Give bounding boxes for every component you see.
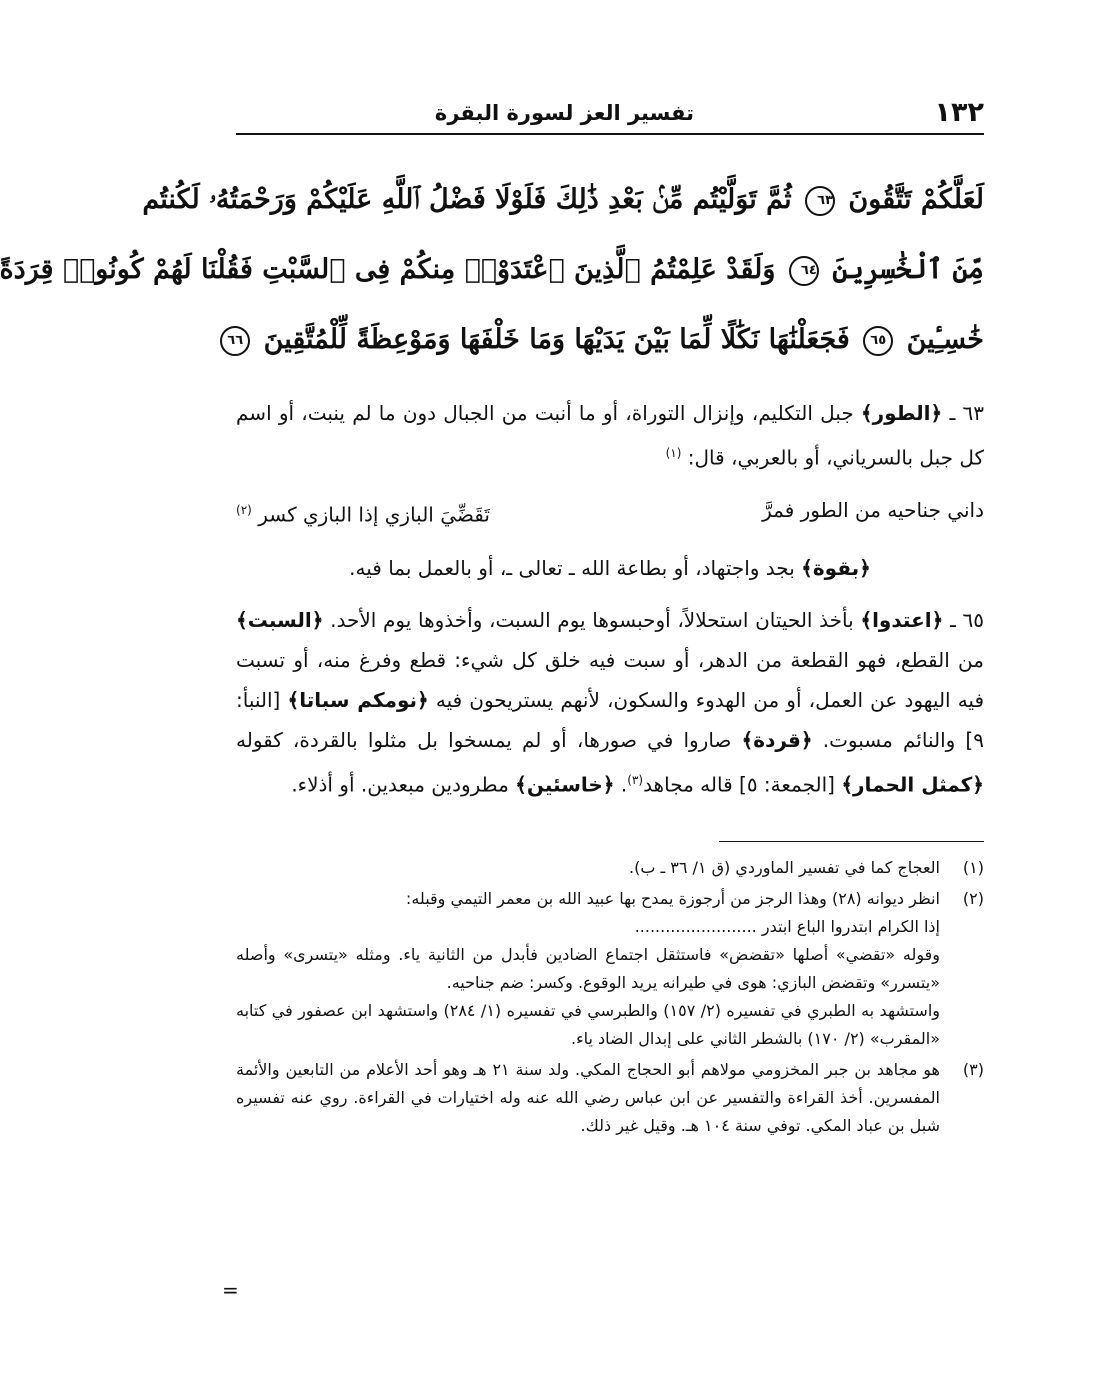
page-header [236,95,984,135]
footnote [236,854,984,882]
footnote-ref[interactable]: (٢) [236,502,252,517]
footnote-ref[interactable]: (١) [665,446,682,460]
book-page [0,95,985,1143]
ayah-number-marker: ٦٥ [863,326,893,356]
quran-keyword: ﴿السبت﴾ [236,608,324,633]
footnote [236,1056,984,1140]
quran-keyword: ﴿قردة﴾ [741,728,813,753]
footnote-ref[interactable]: (٣) [627,773,644,788]
footnote-text: واستشهد به الطبري في تفسيره (٢/ ١٥٧) والطبرسي في تفسيره (١/ ٢٨٤) واستشهد ابن عصفور في كتابه «المقرب» (٢/ ١٧٠) بالشطر الثاني على إبدال الضاد ياء. [236,1000,941,1048]
quran-verses [0,165,984,375]
footnotes [236,854,984,1140]
footnote-number: (١) [962,857,984,877]
ayah-number-marker: ٦٦ [220,326,250,356]
footnote-text: هو مجاهد بن جبر المخزومي مولاهم أبو الحجاج المكي. ولد سنة ٢١ هـ وهو أحد الأعلام من التابعين والأئمة المفسرين. أخذ القراءة والتفسير عن ابن عباس رضي الله عنه وله اختيارات في القراءة. روي عنه تفسيره شبل بن عباد المكي. توفي سنة ١٠٤ هـ. وقيل غير ذلك. [236,1059,940,1135]
footnote-number: (٣) [962,1059,984,1079]
footnote-text: العجاج كما في تفسير الماوردي (ق ١/ ٣٦ ـ ب). [628,857,940,877]
page-number: ١٣٢ [934,97,984,128]
footnote-separator [719,841,984,842]
quran-keyword: ﴿نومكم سباتا﴾ [287,688,429,713]
ayah-number-marker: ٦٤ [789,256,819,286]
verse-line: خَٰسِـِٔينَ ٦٥ فَجَعَلْنَٰهَا نَكَٰلًا لِّمَا بَيْنَ يَدَيْهَا وَمَا خَلْفَهَا وَمَوْعِظَةً لِّلْمُتَّقِينَ ٦٦ [236,305,984,375]
commentary-paragraph: ﴿بقوة﴾ بجد واجتهاد، أو بطاعة الله ـ تعالى ـ، أو بالعمل بما فيه. [349,556,871,581]
footnote-text: وقوله «تقضي» أصلها «تقضض» فاستثقل اجتماع الضادين فأبدل من الثانية ياء. ومثله «يتسرى» وأصله «يتسرر» وتقضض البازي: هوى في طيرانه يريد الوقوع. وكسر: ضم جناحيه. [236,944,940,992]
poem-verse [236,490,984,535]
quran-keyword: ﴿اعتدوا﴾ [860,608,944,633]
commentary [236,393,984,805]
footnote-number: (٢) [962,888,984,908]
footnote [236,885,984,1053]
quran-keyword: ﴿كمثل الحمار﴾ [841,772,984,797]
commentary-paragraph: ٦٣ ـ ﴿الطور﴾ جبل التكليم، وإنزال التوراة، أو ما أنبت من الجبال دون ما لم ينبت، أو اسم كل جبل بالسرياني، أو بالعربي، قال: $^{(١)}$ [236,401,985,470]
quran-keyword: ﴿بقوة﴾ [801,556,871,581]
poem-hemistich-right: داني جناحيه من الطور فمرَّ [762,497,984,522]
running-title: تفسير العز لسورة البقرة [434,101,694,125]
footnote-poem: إذا الكرام ابتدروا الباع ابتدر ........................ [634,916,940,936]
verse-line: لَعَلَّكُمْ تَتَّقُونَ ٦٣ ثُمَّ تَوَلَّيْتُم مِّنۢ بَعْدِ ذَٰلِكَ فَلَوْلَا فَضْلُ ٱللَّهِ عَلَيْكُمْ وَرَحْمَتُهُۥ لَكُنتُم [142,184,984,215]
ayah-number-marker: ٦٣ [805,186,835,216]
continued-mark: = [222,1278,239,1302]
footnote-text: انظر ديوانه (٢٨) وهذا الرجز من أرجوزة يمدح بها عبيد الله بن معمر التيمي وقبله: [405,888,940,908]
commentary-paragraph: ٦٥ ـ ﴿اعتدوا﴾ بأخذ الحيتان استحلالاً، أوحبسوها يوم السبت، وأخذوها يوم الأحد. ﴿السبت﴾ من القطع، فهو القطعة من الدهر، أو سبت فيه خلق كل شيء: قطع وفرغ منه، أو تسبت فيه اليهود عن العمل، أو من الهدوء والسكون، لأنهم يستريحون فيه ﴿نومكم سباتا﴾ [النبأ: ٩] والنائم مسبوت. ﴿قردة﴾ صاروا في صورها، أو لم يمسخوا بل مثلوا بالقردة، كقوله ﴿كمثل الحمار﴾ [الجمعة: ٥] قاله مجاهد$^{(٣)}$. ﴿خاسئين﴾ مطرودين مبعدين. أو أذلاء. [236,608,985,797]
verse-line: مِّنَ ٱلْخَٰسِرِينَ ٦٤ وَلَقَدْ عَلِمْتُمُ ٱلَّذِينَ ٱعْتَدَوْا۟ مِنكُمْ فِى ٱلسَّبْتِ فَقُلْنَا لَهُمْ كُونُوا۟ قِرَدَةً [0,254,984,285]
quran-keyword: ﴿الطور﴾ [860,401,943,425]
quran-keyword: ﴿خاسئين﴾ [515,772,615,797]
poem-hemistich-left: تَقَضِّيَ البازي إذا البازي كسر $^{(٢)}$ [236,502,490,527]
